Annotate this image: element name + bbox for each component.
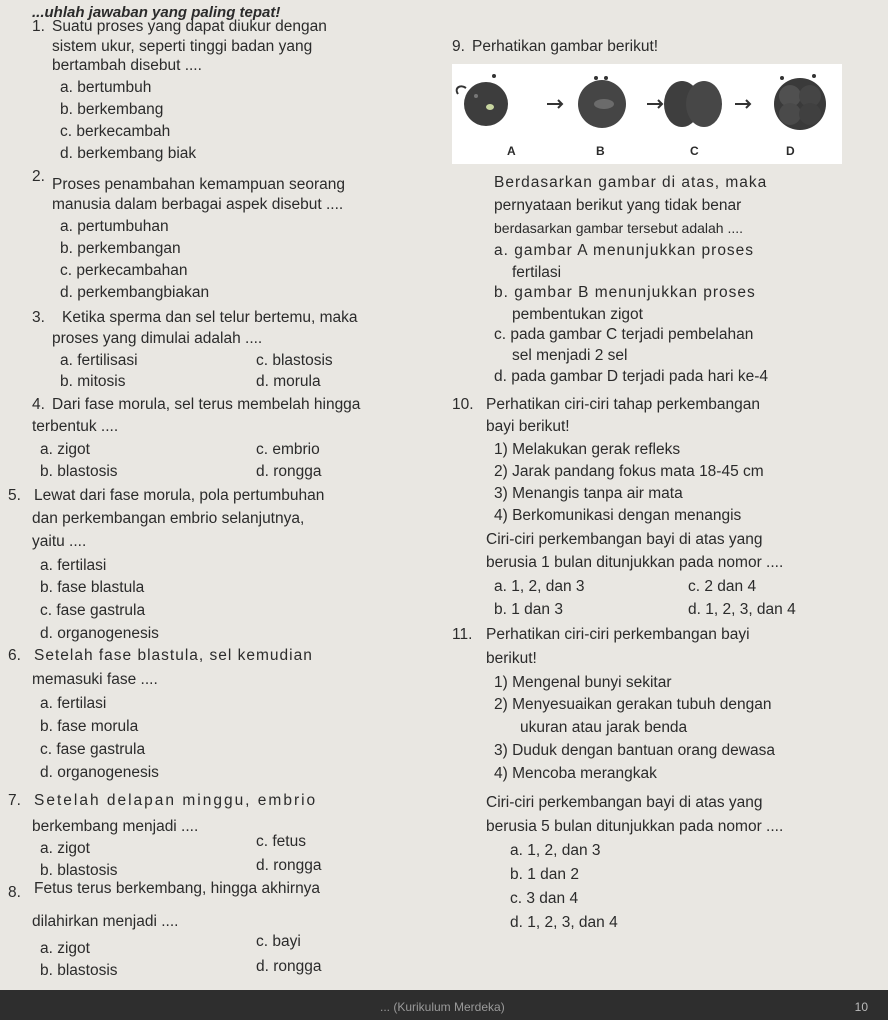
- q8-option[interactable]: c. bayi: [256, 933, 301, 950]
- q2-number: 2.: [32, 168, 45, 185]
- q11-after: Ciri-ciri perkembangan bayi di atas yang: [486, 794, 763, 811]
- q11-item: 4) Mencoba merangkak: [494, 765, 657, 782]
- q4-line: terbentuk ....: [32, 418, 119, 435]
- section-heading: ...uhlah jawaban yang paling tepat!: [32, 4, 281, 21]
- q1-option[interactable]: d. berkembang biak: [60, 145, 197, 162]
- q5-number: 5.: [8, 487, 21, 504]
- q6-option[interactable]: d. organogenesis: [40, 764, 159, 781]
- q9-option-cont: sel menjadi 2 sel: [512, 347, 628, 364]
- q1-option[interactable]: c. berkecambah: [60, 123, 171, 140]
- q8-line: dilahirkan menjadi ....: [32, 913, 179, 930]
- q3-option[interactable]: d. morula: [256, 373, 321, 390]
- q2-line: Proses penambahan kemampuan seorang: [52, 176, 345, 193]
- q2-option[interactable]: a. pertumbuhan: [60, 218, 169, 235]
- q10-after: Ciri-ciri perkembangan bayi di atas yang: [486, 531, 763, 548]
- q10-item: 2) Jarak pandang fokus mata 18-45 cm: [494, 463, 764, 480]
- q7-line: berkembang menjadi ....: [32, 818, 199, 835]
- q9-option[interactable]: b. gambar B menunjukkan proses: [494, 284, 756, 301]
- q8-option[interactable]: b. blastosis: [40, 962, 118, 979]
- q6-option[interactable]: a. fertilasi: [40, 695, 107, 712]
- q9-line: berdasarkan gambar tersebut adalah ....: [494, 220, 744, 236]
- q4-line: Dari fase morula, sel terus membelah hingga: [52, 396, 361, 413]
- q3-option[interactable]: c. blastosis: [256, 352, 333, 369]
- page-number: 10: [854, 1000, 868, 1014]
- q8-number: 8.: [8, 884, 21, 901]
- figure-label-a: A: [507, 144, 516, 158]
- q11-option[interactable]: d. 1, 2, 3, dan 4: [510, 914, 618, 931]
- q11-item: 1) Mengenal bunyi sekitar: [494, 674, 672, 691]
- q11-option[interactable]: b. 1 dan 2: [510, 866, 579, 883]
- q9-line: pernyataan berikut yang tidak benar: [494, 197, 742, 214]
- q10-line: bayi berikut!: [486, 418, 570, 435]
- q10-option[interactable]: c. 2 dan 4: [688, 578, 757, 595]
- embryo-development-figure: [452, 64, 842, 164]
- q2-line: manusia dalam berbagai aspek disebut ....: [52, 196, 344, 213]
- q1-line: sistem ukur, seperti tinggi badan yang: [52, 38, 313, 55]
- q7-line: Setelah delapan minggu, embrio: [34, 792, 318, 809]
- q6-line: memasuki fase ....: [32, 671, 158, 688]
- q9-option[interactable]: a. gambar A menunjukkan proses: [494, 242, 755, 259]
- q5-option[interactable]: a. fertilasi: [40, 557, 107, 574]
- q10-option[interactable]: b. 1 dan 3: [494, 601, 563, 618]
- q7-option[interactable]: b. blastosis: [40, 862, 118, 879]
- q10-option[interactable]: a. 1, 2, dan 3: [494, 578, 585, 595]
- q10-item: 4) Berkomunikasi dengan menangis: [494, 507, 742, 524]
- q10-number: 10.: [452, 396, 474, 413]
- q5-option[interactable]: b. fase blastula: [40, 579, 145, 596]
- q7-option[interactable]: d. rongga: [256, 857, 322, 874]
- q9-option[interactable]: c. pada gambar C terjadi pembelahan: [494, 326, 754, 343]
- q8-option[interactable]: a. zigot: [40, 940, 90, 957]
- q3-option[interactable]: b. mitosis: [60, 373, 126, 390]
- q11-number: 11.: [452, 626, 473, 643]
- q8-line: Fetus terus berkembang, hingga akhirnya: [34, 880, 321, 897]
- q11-option[interactable]: c. 3 dan 4: [510, 890, 579, 907]
- q6-line: Setelah fase blastula, sel kemudian: [34, 647, 313, 664]
- q3-line: Ketika sperma dan sel telur bertemu, maka: [62, 309, 358, 326]
- figure-label-c: C: [690, 144, 699, 158]
- q9-option-cont: fertilasi: [512, 264, 562, 281]
- q8-option[interactable]: d. rongga: [256, 958, 322, 975]
- q4-option[interactable]: b. blastosis: [40, 463, 118, 480]
- q7-number: 7.: [8, 792, 21, 809]
- q1-number: 1.: [32, 18, 45, 35]
- q7-option[interactable]: c. fetus: [256, 833, 306, 850]
- q10-line: Perhatikan ciri-ciri tahap perkembangan: [486, 396, 760, 413]
- q11-item: 2) Menyesuaikan gerakan tubuh dengan: [494, 696, 772, 713]
- q4-option[interactable]: a. zigot: [40, 441, 90, 458]
- q7-option[interactable]: a. zigot: [40, 840, 90, 857]
- q2-option[interactable]: b. perkembangan: [60, 240, 181, 257]
- q9-option[interactable]: d. pada gambar D terjadi pada hari ke-4: [494, 368, 768, 385]
- q6-option[interactable]: b. fase morula: [40, 718, 139, 735]
- q4-number: 4.: [32, 396, 45, 413]
- q6-number: 6.: [8, 647, 21, 664]
- q11-after: berusia 5 bulan ditunjukkan pada nomor ....: [486, 818, 784, 835]
- q11-item-cont: ukuran atau jarak benda: [520, 719, 688, 736]
- footer-text: ... (Kurikulum Merdeka): [380, 1000, 505, 1014]
- q3-option[interactable]: a. fertilisasi: [60, 352, 138, 369]
- q1-line: bertambah disebut ....: [52, 57, 202, 74]
- q10-after: berusia 1 bulan ditunjukkan pada nomor ....: [486, 554, 784, 571]
- q5-option[interactable]: d. organogenesis: [40, 625, 159, 642]
- q5-option[interactable]: c. fase gastrula: [40, 602, 146, 619]
- q5-line: Lewat dari fase morula, pola pertumbuhan: [34, 487, 325, 504]
- q9-line: Berdasarkan gambar di atas, maka: [494, 174, 768, 191]
- q2-option[interactable]: c. perkecambahan: [60, 262, 188, 279]
- q1-option[interactable]: a. bertumbuh: [60, 79, 152, 96]
- q10-item: 1) Melakukan gerak refleks: [494, 441, 681, 458]
- q1-line: Suatu proses yang dapat diukur dengan: [52, 18, 327, 35]
- figure-label-b: B: [596, 144, 605, 158]
- figure-label-d: D: [786, 144, 795, 158]
- q4-option[interactable]: d. rongga: [256, 463, 322, 480]
- q1-option[interactable]: b. berkembang: [60, 101, 164, 118]
- q3-line: proses yang dimulai adalah ....: [52, 330, 263, 347]
- q11-line: berikut!: [486, 650, 537, 667]
- q10-item: 3) Menangis tanpa air mata: [494, 485, 683, 502]
- q11-option[interactable]: a. 1, 2, dan 3: [510, 842, 601, 859]
- q9-option-cont: pembentukan zigot: [512, 306, 643, 323]
- q5-line: yaitu ....: [32, 533, 87, 550]
- q11-line: Perhatikan ciri-ciri perkembangan bayi: [486, 626, 750, 643]
- q9-number: 9.: [452, 38, 465, 55]
- q6-option[interactable]: c. fase gastrula: [40, 741, 146, 758]
- q5-line: dan perkembangan embrio selanjutnya,: [32, 510, 305, 527]
- q4-option[interactable]: c. embrio: [256, 441, 320, 458]
- q3-number: 3.: [32, 309, 45, 326]
- q11-item: 3) Duduk dengan bantuan orang dewasa: [494, 742, 775, 759]
- q10-option[interactable]: d. 1, 2, 3, dan 4: [688, 601, 796, 618]
- q9-title: Perhatikan gambar berikut!: [472, 38, 659, 55]
- q2-option[interactable]: d. perkembangbiakan: [60, 284, 210, 301]
